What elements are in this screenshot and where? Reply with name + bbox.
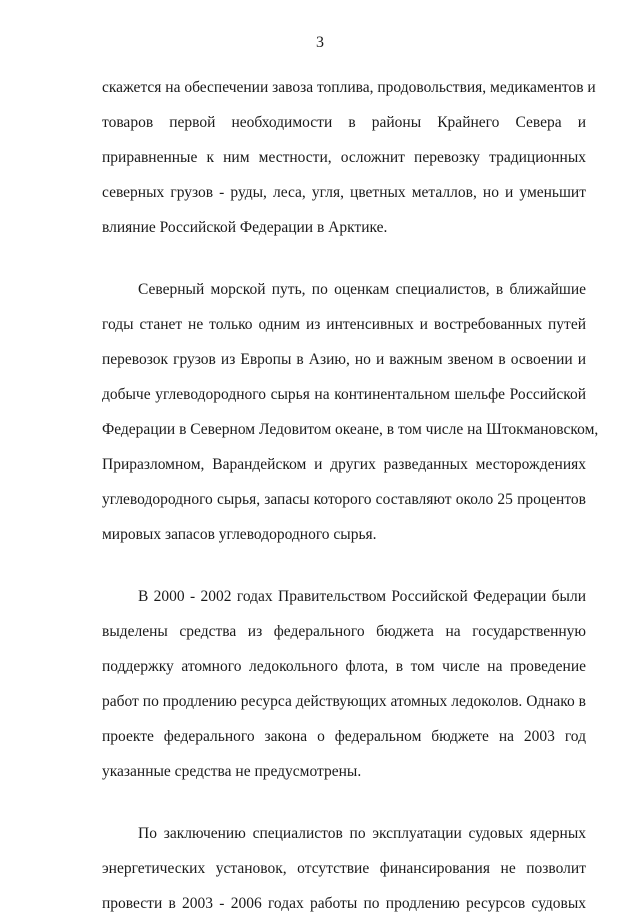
text-line: проекте федерального закона о федеральном бюджете на 2003 год [102, 728, 586, 745]
text-line: Северный морской путь, по оценкам специалистов, в ближайшие [138, 281, 586, 298]
text-line: указанные средства не предусмотрены. [102, 763, 362, 780]
text-line: энергетических установок, отсутствие финансирования не позволит [102, 860, 586, 877]
text-line: В 2000 - 2002 годах Правительством Российской Федерации были [138, 588, 586, 605]
text-line: товаров первой необходимости в районы Крайнего Севера и [102, 114, 586, 131]
text-line: влияние Российской Федерации в Арктике. [102, 219, 388, 236]
text-line: добыче углеводородного сырья на континентальном шельфе Российской [102, 386, 586, 403]
text-line: провести в 2003 - 2006 годах работы по продлению ресурсов судовых [102, 895, 586, 912]
text-line: скажется на обеспечении завоза топлива, продовольствия, медикаментов и [102, 79, 596, 96]
paragraph-1 [102, 70, 596, 245]
paragraph-4 [102, 816, 586, 921]
text-line: работ по продлению ресурса действующих атомных ледоколов. Однако в [102, 693, 586, 710]
text-line: Федерации в Северном Ледовитом океане, в том числе на Штокмановском, [102, 421, 599, 438]
text-line: годы станет не только одним из интенсивных и востребованных путей [102, 316, 586, 333]
text-line: приравненные к ним местности, осложнит перевозку традиционных [102, 149, 586, 166]
paragraph-3 [102, 579, 586, 789]
page-number: 3 [316, 34, 324, 51]
text-line: северных грузов - руды, леса, угля, цветных металлов, но и уменьшит [102, 184, 586, 201]
paragraph-2 [102, 272, 599, 552]
text-line: углеводородного сырья, запасы которого составляют около 25 процентов [102, 491, 586, 508]
body-text [102, 70, 599, 921]
text-line: перевозок грузов из Европы в Азию, но и важным звеном в освоении и [102, 351, 586, 368]
text-line: выделены средства из федерального бюджета на государственную [102, 623, 586, 640]
text-line: поддержку атомного ледокольного флота, в том числе на проведение [102, 658, 586, 675]
text-line: По заключению специалистов по эксплуатации судовых ядерных [138, 825, 586, 842]
text-line: Приразломном, Варандейском и других разведанных месторождениях [102, 456, 586, 473]
text-line: мировых запасов углеводородного сырья. [102, 526, 377, 543]
